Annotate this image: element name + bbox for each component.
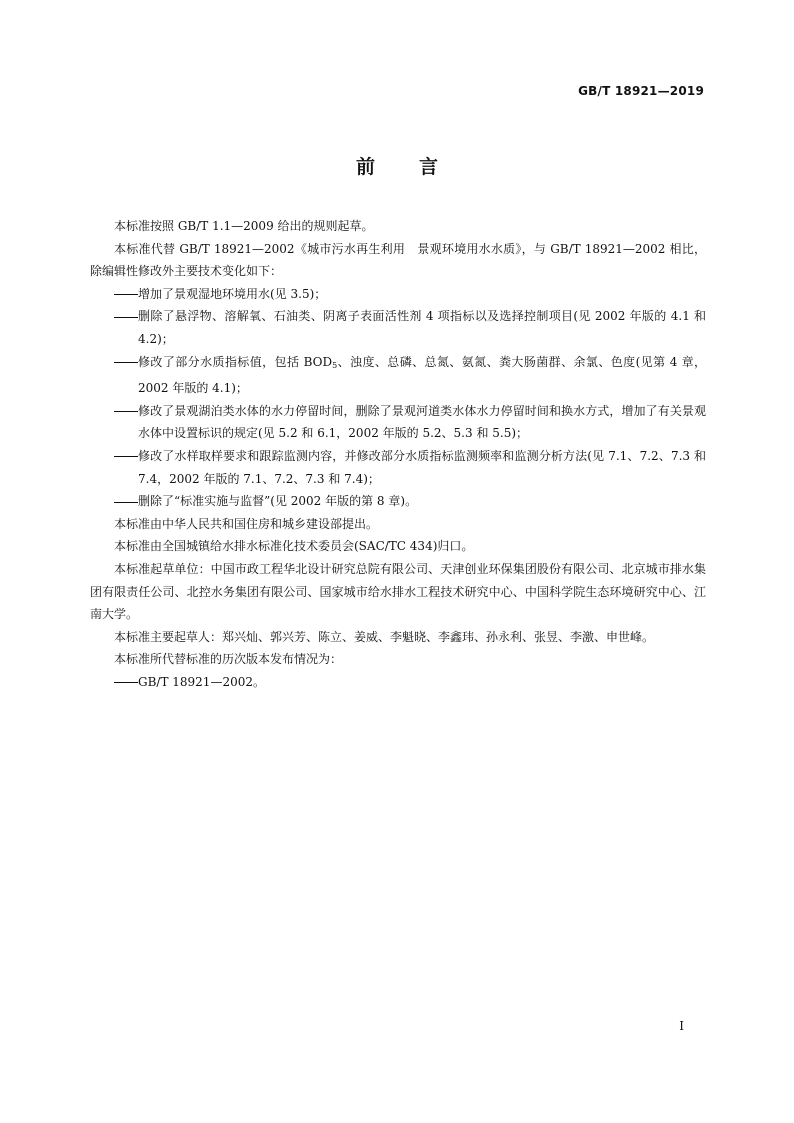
change-item-text: 修改了水样取样要求和跟踪监测内容，并修改部分水质指标监测频率和监测分析方法(见 7.1、7.2、7.3 和 7.4，2002 年版的 7.1、7.2、7.3 和 7.4)； xyxy=(138,448,706,486)
change-item-text: 删除了悬浮物、溶解氧、石油类、阴离子表面活性剂 4 项指标以及选择控制项目(见 2002 年版的 4.1 和 4.2)； xyxy=(138,309,706,346)
paragraph-committee: 本标准由全国城镇给水排水标准化技术委员会(SAC/TC 434)归口。 xyxy=(114,539,474,554)
change-item-text: 修改了部分水质指标值，包括 BOD xyxy=(138,354,333,369)
change-item xyxy=(90,400,706,445)
change-item-text: 增加了景观湿地环境用水(见 3.5)； xyxy=(138,286,327,301)
change-item xyxy=(90,445,706,490)
dash-mark xyxy=(114,682,138,683)
history-item xyxy=(90,671,706,694)
paragraph-replacement: 本标准代替 GB/T 18921—2002《城市污水再生利用 景观环境用水水质》，与 GB/T 18921—2002 相比，除编辑性修改外主要技术变化如下： xyxy=(90,241,706,279)
page-number: I xyxy=(679,1019,684,1033)
change-item xyxy=(90,305,706,350)
subscript: 5 xyxy=(332,360,338,370)
document-body xyxy=(90,215,706,693)
paragraph-history-intro: 本标准所代替标准的历次版本发布情况为： xyxy=(114,652,343,667)
page-title: 前言 xyxy=(355,156,482,178)
change-item xyxy=(90,283,706,306)
change-item-text-rest: 、浊度、总磷、总氮、氨氮、粪大肠菌群、余氯、色度(见第 4 章，2002 年版的 4.1)； xyxy=(138,354,706,396)
change-item xyxy=(90,351,706,400)
change-item-text: 修改了景观湖泊类水体的水力停留时间，删除了景观河道类水体水力停留时间和换水方式，增加了有关景观水体中设置标识的规定(见 5.2 和 6.1，2002 年版的 5.2、5.3 和 5.5)； xyxy=(138,403,706,441)
dash-mark xyxy=(114,362,138,363)
paragraph-drafting-rule: 本标准按照 GB/T 1.1—2009 给出的规则起草。 xyxy=(114,219,374,233)
change-item xyxy=(90,490,706,513)
dash-mark xyxy=(114,411,138,412)
paragraph-drafting-units: 本标准起草单位：中国市政工程华北设计研究总院有限公司、天津创业环保集团股份有限公司、北京城市排水集团有限责任公司、北控水务集团有限公司、国家城市给水排水工程技术研究中心、中国科学院生态环境研究中心、江南大学。 xyxy=(90,561,706,622)
dash-mark xyxy=(114,317,138,318)
dash-mark xyxy=(114,294,138,295)
paragraph-drafters: 本标准主要起草人：郑兴灿、郭兴芳、陈立、姜威、李魁晓、李鑫玮、孙永利、张昱、李激、申世峰。 xyxy=(114,629,655,644)
standard-number: GB/T 18921—2019 xyxy=(578,84,704,98)
dash-mark xyxy=(114,502,138,503)
paragraph-proposer: 本标准由中华人民共和国住房和城乡建设部提出。 xyxy=(114,516,379,531)
history-item-text: GB/T 18921—2002。 xyxy=(138,674,265,689)
change-item-text: 删除了“标准实施与监督”(见 2002 年版的第 8 章)。 xyxy=(138,494,418,509)
dash-mark xyxy=(114,456,138,457)
